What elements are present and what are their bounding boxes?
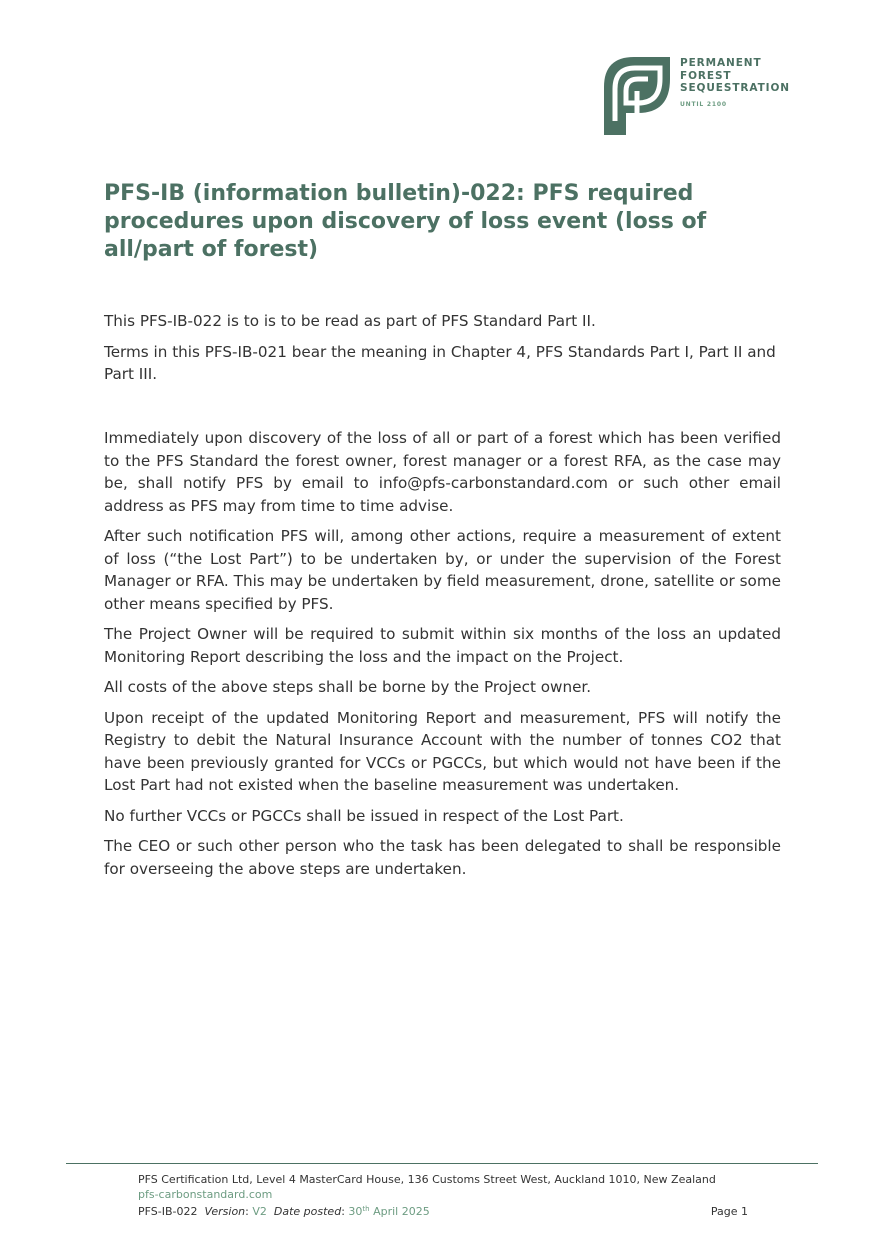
body-paragraph: No further VCCs or PGCCs shall be issued in respect of the Lost Part. <box>104 806 624 825</box>
logo-line-3: SEQUESTRATION <box>680 82 790 94</box>
footer-version-label: Version <box>204 1205 246 1218</box>
footer-divider <box>66 1163 818 1164</box>
footer-website-link[interactable]: pfs-carbonstandard.com <box>138 1187 273 1201</box>
footer-date: 30th April 2025 <box>348 1205 430 1218</box>
document-title: PFS-IB (information bulletin)-022: PFS required procedures upon discovery of loss event (loss of all/part of forest) <box>104 181 707 262</box>
logo-tagline: UNTIL 2100 <box>680 101 727 108</box>
footer-date-label: Date posted <box>273 1205 342 1218</box>
footer-doc-info: PFS-IB-022 Version: V2 Date posted: 30th April 2025 <box>138 1205 430 1218</box>
pfs-leaf-logo-icon <box>604 57 672 135</box>
pfs-logo <box>604 57 804 135</box>
logo-line-1: PERMANENT <box>680 57 762 69</box>
footer-address: PFS Certification Ltd, Level 4 MasterCard House, 136 Customs Street West, Auckland 1010, New Zealand <box>138 1173 716 1186</box>
logo-line-2: FOREST <box>680 69 732 82</box>
intro-section <box>104 310 781 394</box>
page-number: Page 1 <box>710 1205 748 1218</box>
intro-paragraph: This PFS-IB-022 is to is to be read as part of PFS Standard Part II. <box>104 312 596 330</box>
footer-version: V2 <box>252 1205 267 1218</box>
footer-doc-id: PFS-IB-022 <box>138 1205 198 1218</box>
body-paragraph: Upon receipt of the updated Monitoring Report and measurement, PFS will notify the Registry to debit the Natural Insurance Account with the number of tonnes CO2 that have been previously granted for VCCs or PGCCs, but which would not have been if the Lost Part had not existed when the baseline measurement was undertaken. <box>104 708 781 794</box>
body-paragraph: The Project Owner will be required to submit within six months of the loss an updated Monitoring Report describing the loss and the impact on the Project. <box>104 625 781 666</box>
body-paragraph: The CEO or such other person who the task has been delegated to shall be responsible for overseeing the above steps are undertaken. <box>104 837 781 878</box>
procedure-section <box>104 427 781 888</box>
body-paragraph: After such notification PFS will, among other actions, require a measurement of extent of loss (“the Lost Part”) to be undertaken by, or under the supervision of the Forest Manager or RFA. This may be undertaken by field measurement, drone, satellite or some other means specified by PFS. <box>104 527 781 613</box>
body-paragraph: All costs of the above steps shall be borne by the Project owner. <box>104 678 592 696</box>
intro-paragraph: Terms in this PFS-IB-021 bear the meaning in Chapter 4, PFS Standards Part I, Part II and Part III. <box>104 342 776 383</box>
body-paragraph: Immediately upon discovery of the loss of all or part of a forest which has been verified to the PFS Standard the forest owner, forest manager or a forest RFA, as the case may be, shall notify PFS by email to info@pfs-carbonstandard.com or such other email address as PFS may from time to time advise. <box>104 429 781 515</box>
page-footer <box>138 1173 748 1220</box>
